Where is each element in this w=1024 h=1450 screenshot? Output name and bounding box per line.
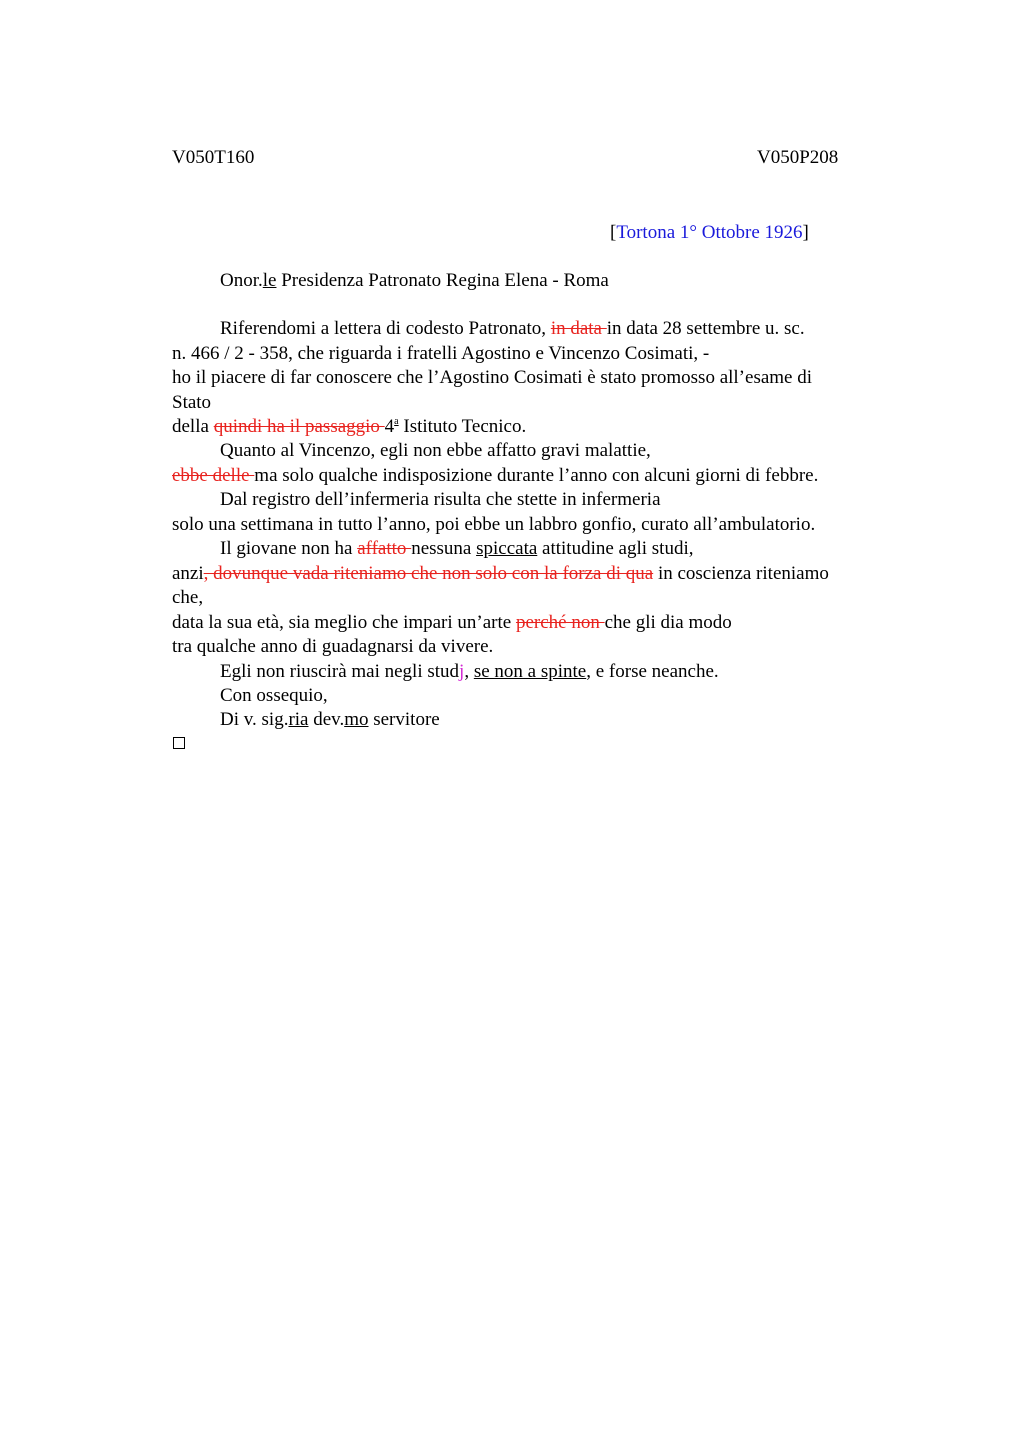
text-segment: ma solo qualche indisposizione durante l’anno con alcuni giorni di febbre. xyxy=(254,465,819,486)
text-segment: dev. xyxy=(308,709,345,730)
text-segment: anzi xyxy=(172,563,204,584)
text-line-10 xyxy=(220,537,693,561)
text-line-15 xyxy=(220,660,719,684)
address-abbrev: le xyxy=(262,270,277,291)
deleted-text: ebbe delle xyxy=(172,465,255,486)
document-code-left: V050T160 xyxy=(172,147,255,168)
text-segment: in data 28 settembre u. sc. xyxy=(606,318,805,339)
deleted-text: perché non xyxy=(515,612,605,633)
text-segment: Stato xyxy=(172,392,212,413)
deleted-text: quindi ha il passaggio xyxy=(213,416,385,437)
signature-line xyxy=(220,708,440,732)
corrected-letter: j xyxy=(459,661,465,682)
text-line-14 xyxy=(172,635,493,659)
text-segment: Istituto Tecnico. xyxy=(398,416,527,437)
deleted-text: in data xyxy=(550,318,607,339)
closing-line xyxy=(220,684,328,708)
text-segment: attitudine agli studi, xyxy=(537,538,694,559)
text-line-12 xyxy=(172,586,203,610)
text-line-7 xyxy=(172,464,818,488)
address-prefix: Onor. xyxy=(220,270,263,291)
underlined-abbrev: ria xyxy=(288,709,309,730)
text-segment: Dal registro dell’infermeria risulta che stette in infermeria xyxy=(220,489,661,510)
text-segment: che, xyxy=(172,587,204,608)
dateline-open-bracket: [ xyxy=(610,222,617,243)
underlined-abbrev: mo xyxy=(344,709,369,730)
dateline-close-bracket: ] xyxy=(802,222,809,243)
text-segment: della xyxy=(172,416,214,437)
checkbox-icon xyxy=(173,737,185,749)
text-line-3 xyxy=(172,366,812,390)
text-line-9 xyxy=(172,513,815,537)
text-segment: in coscienza riteniamo xyxy=(653,563,829,584)
text-line-2 xyxy=(172,342,709,366)
text-segment: nessuna xyxy=(411,538,477,559)
text-line-1 xyxy=(220,317,805,341)
text-segment: servitore xyxy=(368,709,440,730)
text-segment: Egli non riuscirà mai negli stud xyxy=(220,661,460,682)
ordinal-suffix: a xyxy=(394,416,399,427)
text-line-11 xyxy=(172,562,829,586)
text-segment: Di v. sig. xyxy=(220,709,289,730)
text-segment: , xyxy=(464,661,474,682)
text-segment: n. 466 / 2 - 358, che riguarda i fratelli Agostino e Vincenzo Cosimati, - xyxy=(172,343,710,364)
deleted-text: affatto xyxy=(357,538,412,559)
underlined-text: spiccata xyxy=(476,538,538,559)
text-segment: tra qualche anno di guadagnarsi da vivere. xyxy=(172,636,494,657)
dateline xyxy=(610,220,809,246)
text-segment: ho il piacere di far conoscere che l’Agostino Cosimati è stato promosso all’esame di xyxy=(172,367,813,388)
dateline-text: Tortona 1° Ottobre 1926 xyxy=(616,222,803,243)
address-rest: Presidenza Patronato Regina Elena - Roma xyxy=(276,270,609,291)
text-segment: Il giovane non ha xyxy=(220,538,358,559)
deleted-text: , dovunque vada riteniamo che non solo con la forza di qua xyxy=(203,563,654,584)
underlined-text: se non a spinte xyxy=(473,661,587,682)
text-segment: , e forse neanche. xyxy=(586,661,719,682)
text-line-5 xyxy=(172,415,526,439)
ordinal-number: 4 xyxy=(384,416,395,437)
text-line-6 xyxy=(220,439,651,463)
text-line-4 xyxy=(172,391,211,415)
text-segment: che gli dia modo xyxy=(604,612,732,633)
text-line-13 xyxy=(172,611,732,635)
document-code-right: V050P208 xyxy=(757,147,839,168)
text-segment: Con ossequio, xyxy=(220,685,328,706)
text-line-8 xyxy=(220,488,661,512)
text-segment: Riferendomi a lettera di codesto Patronato, xyxy=(220,318,551,339)
address-line xyxy=(220,269,609,293)
text-segment: solo una settimana in tutto l’anno, poi ebbe un labbro gonfio, curato all’ambulatorio. xyxy=(172,514,816,535)
text-segment: data la sua età, sia meglio che impari un’arte xyxy=(172,612,516,633)
text-segment: Quanto al Vincenzo, egli non ebbe affatto gravi malattie, xyxy=(220,440,651,461)
